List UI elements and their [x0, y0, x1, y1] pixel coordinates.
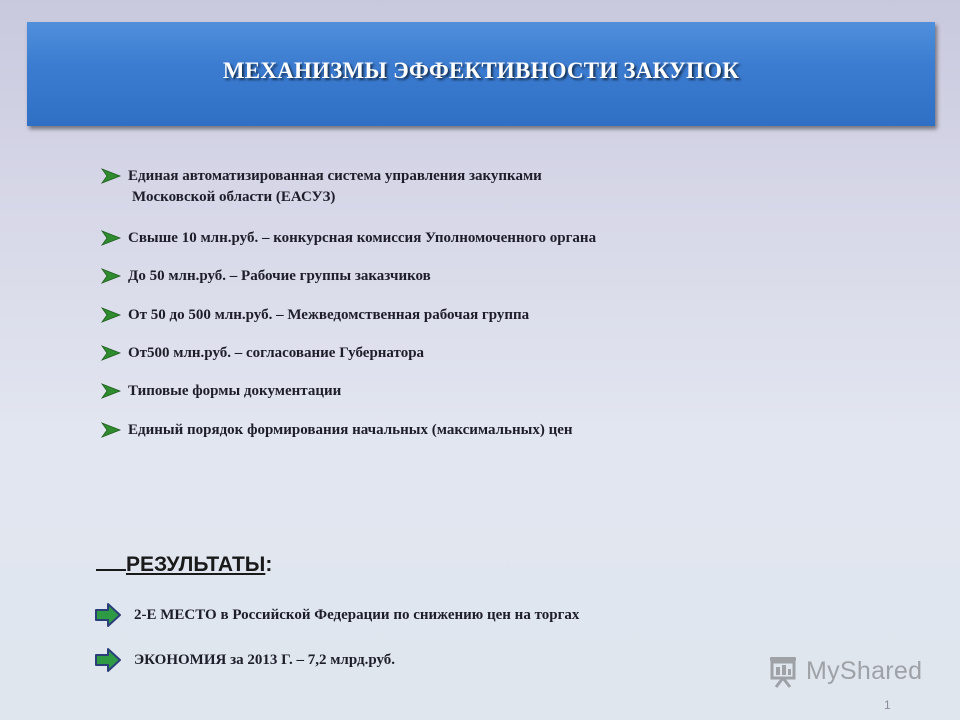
checkmark-arrow-icon	[100, 381, 122, 401]
bullet-text-continuation: Московской области (ЕАСУЗ)	[132, 189, 336, 205]
bullet-item-7	[100, 420, 573, 441]
checkmark-arrow-icon	[100, 228, 122, 248]
result-text: 2-Е МЕСТО в Российской Федерации по снижению цен на торгах	[134, 606, 580, 623]
slide-title: МЕХАНИЗМЫ ЭФФЕКТИВНОСТИ ЗАКУПОК	[222, 58, 740, 83]
bullet-item-4	[100, 305, 529, 326]
results-heading-text: РЕЗУЛЬТАТЫ	[126, 553, 266, 576]
watermark-text: MyShared	[806, 656, 923, 685]
bullet-item-6	[100, 381, 341, 402]
checkmark-arrow-icon	[100, 343, 122, 363]
right-arrow-icon	[94, 647, 122, 673]
checkmark-arrow-icon	[100, 266, 122, 286]
bullet-item-3	[100, 266, 431, 287]
bullet-text: До 50 млн.руб. – Рабочие группы заказчиков	[128, 268, 431, 284]
results-heading	[96, 549, 272, 577]
bullet-text: Единая автоматизированная система управления закупками	[128, 168, 542, 184]
bullet-text: От500 млн.руб. – согласование Губернатора	[128, 345, 425, 361]
watermark	[766, 654, 922, 688]
presentation-board-icon	[766, 654, 800, 688]
bullet-item-1	[100, 166, 542, 208]
checkmark-arrow-icon	[100, 305, 122, 325]
bullet-item-5	[100, 343, 424, 364]
result-text: ЭКОНОМИЯ за 2013 Г. – 7,2 млрд.руб.	[134, 651, 396, 668]
bullet-text: От 50 до 500 млн.руб. – Межведомственная рабочая группа	[128, 307, 530, 323]
bullet-text: Единый порядок формирования начальных (максимальных) цен	[128, 422, 573, 438]
title-banner	[27, 22, 935, 126]
page-number: 1	[884, 698, 891, 712]
bullet-text: Типовые формы документации	[128, 383, 342, 399]
right-arrow-icon	[94, 602, 122, 628]
results-heading-colon: :	[265, 553, 273, 576]
heading-underline	[96, 549, 126, 571]
bullet-item-2	[100, 228, 596, 249]
checkmark-arrow-icon	[100, 420, 122, 440]
result-item-1	[94, 602, 579, 628]
checkmark-arrow-icon	[100, 166, 122, 186]
result-item-2	[94, 647, 395, 673]
bullet-text: Свыше 10 млн.руб. – конкурсная комиссия Уполномоченного органа	[128, 230, 597, 246]
